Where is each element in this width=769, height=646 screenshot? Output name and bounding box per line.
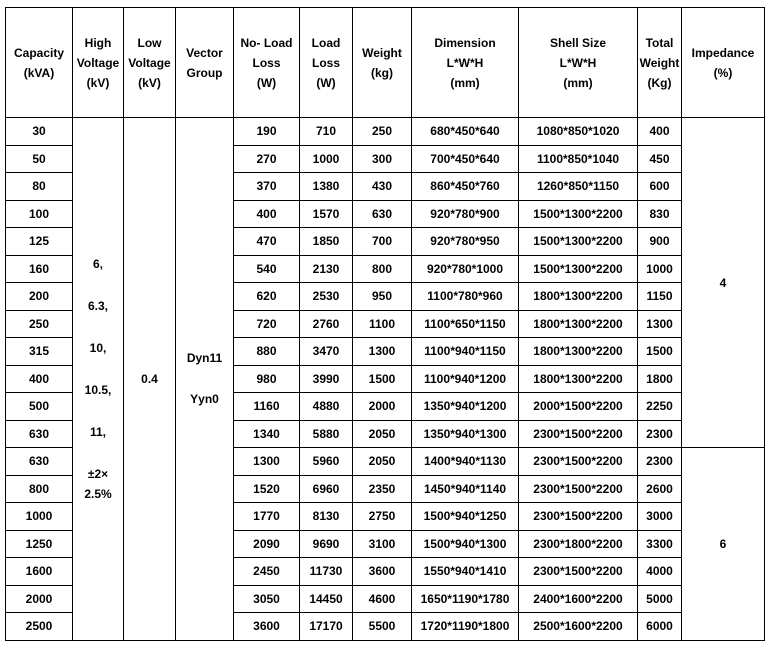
capacity-cell: 500 — [6, 393, 73, 421]
shell-cell: 1080*850*1020 — [519, 118, 638, 146]
header-line: Vector — [186, 45, 223, 60]
shell-cell: 1500*1300*2200 — [519, 228, 638, 256]
load-cell: 3470 — [300, 338, 353, 366]
load-cell: 4880 — [300, 393, 353, 421]
load-cell: 6960 — [300, 475, 353, 503]
impedance-cell: 4 — [682, 118, 765, 448]
shell-cell: 2300*1500*2200 — [519, 420, 638, 448]
capacity-cell: 100 — [6, 200, 73, 228]
no-load-cell: 880 — [234, 338, 300, 366]
high-voltage-value: 10.5, — [84, 382, 112, 397]
shell-cell: 1500*1300*2200 — [519, 200, 638, 228]
no-load-cell: 620 — [234, 283, 300, 311]
header-line: Weight — [362, 45, 402, 60]
no-load-cell: 1160 — [234, 393, 300, 421]
total-cell: 1300 — [638, 310, 682, 338]
header-line: Group — [186, 65, 223, 80]
shell-cell: 2300*1800*2200 — [519, 530, 638, 558]
header-line: Voltage — [128, 55, 171, 70]
weight-cell: 2050 — [353, 420, 412, 448]
vector-group-cell — [176, 118, 234, 641]
dimension-cell: 1100*940*1200 — [412, 365, 519, 393]
header-line: Impedance — [691, 45, 755, 60]
weight-cell: 2050 — [353, 448, 412, 476]
header-line: Loss — [311, 55, 340, 70]
total-cell: 450 — [638, 145, 682, 173]
header-line: (kV) — [86, 75, 110, 90]
dimension-cell: 920*780*900 — [412, 200, 519, 228]
shell-cell: 2300*1500*2200 — [519, 503, 638, 531]
shell-cell: 1800*1300*2200 — [519, 310, 638, 338]
vector-group-value: Dyn11 — [186, 351, 223, 366]
load-cell: 1850 — [300, 228, 353, 256]
total-cell: 3000 — [638, 503, 682, 531]
header-load-loss — [300, 8, 353, 118]
dimension-cell: 1100*780*960 — [412, 283, 519, 311]
header-vector-group — [176, 8, 234, 118]
weight-cell: 430 — [353, 173, 412, 201]
header-line: (%) — [713, 65, 733, 80]
capacity-cell: 250 — [6, 310, 73, 338]
load-cell: 710 — [300, 118, 353, 146]
transformer-spec-table — [5, 7, 765, 641]
dimension-cell: 680*450*640 — [412, 118, 519, 146]
header-line: Load — [311, 35, 341, 50]
weight-cell: 1100 — [353, 310, 412, 338]
dimension-cell: 1550*940*1410 — [412, 558, 519, 586]
dimension-cell: 1450*940*1140 — [412, 475, 519, 503]
header-line: High — [84, 35, 112, 50]
header-shell-size — [519, 8, 638, 118]
weight-cell: 2000 — [353, 393, 412, 421]
capacity-cell: 1600 — [6, 558, 73, 586]
dimension-cell: 1650*1190*1780 — [412, 585, 519, 613]
dimension-cell: 1100*650*1150 — [412, 310, 519, 338]
shell-cell: 1260*850*1150 — [519, 173, 638, 201]
total-cell: 2300 — [638, 420, 682, 448]
load-cell: 1380 — [300, 173, 353, 201]
load-cell: 2530 — [300, 283, 353, 311]
dimension-cell: 1350*940*1300 — [412, 420, 519, 448]
header-line: Capacity — [13, 45, 65, 60]
load-cell: 2760 — [300, 310, 353, 338]
header-line: L*W*H — [559, 55, 597, 70]
header-line: Shell Size — [549, 35, 607, 50]
shell-cell: 2000*1500*2200 — [519, 393, 638, 421]
weight-cell: 950 — [353, 283, 412, 311]
total-cell: 830 — [638, 200, 682, 228]
shell-cell: 1800*1300*2200 — [519, 283, 638, 311]
weight-cell: 1300 — [353, 338, 412, 366]
weight-cell: 250 — [353, 118, 412, 146]
shell-cell: 1800*1300*2200 — [519, 338, 638, 366]
no-load-cell: 1520 — [234, 475, 300, 503]
total-cell: 1000 — [638, 255, 682, 283]
shell-cell: 1800*1300*2200 — [519, 365, 638, 393]
high-voltage-value: 6.3, — [87, 298, 108, 313]
header-line: (W) — [256, 75, 277, 90]
shell-cell: 2400*1600*2200 — [519, 585, 638, 613]
capacity-cell: 160 — [6, 255, 73, 283]
header-line: Dimension — [434, 35, 496, 50]
capacity-cell: 2000 — [6, 585, 73, 613]
capacity-cell: 125 — [6, 228, 73, 256]
total-cell: 600 — [638, 173, 682, 201]
shell-cell: 2300*1500*2200 — [519, 448, 638, 476]
header-impedance — [682, 8, 765, 118]
header-dimension — [412, 8, 519, 118]
capacity-cell: 1250 — [6, 530, 73, 558]
no-load-cell: 470 — [234, 228, 300, 256]
dimension-cell: 920*780*950 — [412, 228, 519, 256]
load-cell: 5880 — [300, 420, 353, 448]
header-line: (W) — [316, 75, 336, 90]
total-cell: 6000 — [638, 613, 682, 641]
header-weight — [353, 8, 412, 118]
total-cell: 900 — [638, 228, 682, 256]
dimension-cell: 920*780*1000 — [412, 255, 519, 283]
weight-cell: 5500 — [353, 613, 412, 641]
weight-cell: 4600 — [353, 585, 412, 613]
header-line: Loss — [252, 55, 281, 70]
capacity-cell: 400 — [6, 365, 73, 393]
high-voltage-value: 6, — [92, 256, 103, 271]
header-line: L*W*H — [446, 55, 484, 70]
no-load-cell: 3600 — [234, 613, 300, 641]
capacity-cell: 30 — [6, 118, 73, 146]
total-cell: 4000 — [638, 558, 682, 586]
weight-cell: 1500 — [353, 365, 412, 393]
dimension-cell: 700*450*640 — [412, 145, 519, 173]
total-cell: 2600 — [638, 475, 682, 503]
dimension-cell: 1500*940*1250 — [412, 503, 519, 531]
no-load-cell: 400 — [234, 200, 300, 228]
load-cell: 5960 — [300, 448, 353, 476]
weight-cell: 630 — [353, 200, 412, 228]
header-line: (mm) — [450, 75, 480, 90]
total-cell: 2300 — [638, 448, 682, 476]
high-voltage-value: 10, — [89, 340, 107, 355]
total-cell: 1150 — [638, 283, 682, 311]
high-voltage-cell — [73, 118, 124, 641]
header-high-voltage — [73, 8, 124, 118]
capacity-cell: 200 — [6, 283, 73, 311]
capacity-cell: 2500 — [6, 613, 73, 641]
total-cell: 400 — [638, 118, 682, 146]
capacity-cell: 315 — [6, 338, 73, 366]
no-load-cell: 2450 — [234, 558, 300, 586]
header-capacity — [6, 8, 73, 118]
no-load-cell: 1300 — [234, 448, 300, 476]
load-cell: 1570 — [300, 200, 353, 228]
dimension-cell: 1500*940*1300 — [412, 530, 519, 558]
header-line: (kV) — [138, 75, 161, 90]
no-load-cell: 2090 — [234, 530, 300, 558]
dimension-cell: 1100*940*1150 — [412, 338, 519, 366]
capacity-cell: 80 — [6, 173, 73, 201]
weight-cell: 700 — [353, 228, 412, 256]
header-line: Total — [645, 35, 674, 50]
impedance-cell: 6 — [682, 448, 765, 641]
high-voltage-value: 2.5% — [84, 486, 112, 501]
vector-group-value: Yyn0 — [190, 392, 219, 407]
dimension-cell: 1350*940*1200 — [412, 393, 519, 421]
no-load-cell: 980 — [234, 365, 300, 393]
shell-cell: 2300*1500*2200 — [519, 558, 638, 586]
weight-cell: 3600 — [353, 558, 412, 586]
weight-cell: 300 — [353, 145, 412, 173]
capacity-cell: 630 — [6, 448, 73, 476]
high-voltage-value: ±2× — [87, 466, 109, 481]
no-load-cell: 1340 — [234, 420, 300, 448]
header-line: (kVA) — [23, 65, 55, 80]
total-cell: 3300 — [638, 530, 682, 558]
header-total-weight — [638, 8, 682, 118]
header-no-load-loss — [234, 8, 300, 118]
dimension-cell: 1720*1190*1800 — [412, 613, 519, 641]
no-load-cell: 540 — [234, 255, 300, 283]
load-cell: 14450 — [300, 585, 353, 613]
total-cell: 1500 — [638, 338, 682, 366]
capacity-cell: 800 — [6, 475, 73, 503]
shell-cell: 2500*1600*2200 — [519, 613, 638, 641]
shell-cell: 1500*1300*2200 — [519, 255, 638, 283]
weight-cell: 800 — [353, 255, 412, 283]
load-cell: 17170 — [300, 613, 353, 641]
total-cell: 2250 — [638, 393, 682, 421]
capacity-cell: 50 — [6, 145, 73, 173]
high-voltage-value: 11, — [89, 424, 107, 439]
low-voltage-cell: 0.4 — [124, 118, 176, 641]
shell-cell: 1100*850*1040 — [519, 145, 638, 173]
weight-cell: 2750 — [353, 503, 412, 531]
total-cell: 5000 — [638, 585, 682, 613]
no-load-cell: 370 — [234, 173, 300, 201]
weight-cell: 3100 — [353, 530, 412, 558]
no-load-cell: 270 — [234, 145, 300, 173]
capacity-cell: 1000 — [6, 503, 73, 531]
total-cell: 1800 — [638, 365, 682, 393]
no-load-cell: 1770 — [234, 503, 300, 531]
load-cell: 1000 — [300, 145, 353, 173]
header-line: Weight — [639, 55, 680, 70]
load-cell: 9690 — [300, 530, 353, 558]
capacity-cell: 630 — [6, 420, 73, 448]
load-cell: 2130 — [300, 255, 353, 283]
load-cell: 3990 — [300, 365, 353, 393]
header-low-voltage — [124, 8, 176, 118]
load-cell: 11730 — [300, 558, 353, 586]
no-load-cell: 190 — [234, 118, 300, 146]
header-line: Voltage — [76, 55, 120, 70]
header-line: (Kg) — [647, 75, 672, 90]
dimension-cell: 860*450*760 — [412, 173, 519, 201]
shell-cell: 2300*1500*2200 — [519, 475, 638, 503]
weight-cell: 2350 — [353, 475, 412, 503]
no-load-cell: 720 — [234, 310, 300, 338]
header-row — [6, 8, 765, 118]
no-load-cell: 3050 — [234, 585, 300, 613]
header-line: No- Load — [240, 35, 293, 50]
header-line: Low — [137, 35, 162, 50]
dimension-cell: 1400*940*1130 — [412, 448, 519, 476]
load-cell: 8130 — [300, 503, 353, 531]
table-row — [6, 118, 765, 146]
header-line: (kg) — [371, 65, 393, 80]
header-line: (mm) — [563, 75, 593, 90]
